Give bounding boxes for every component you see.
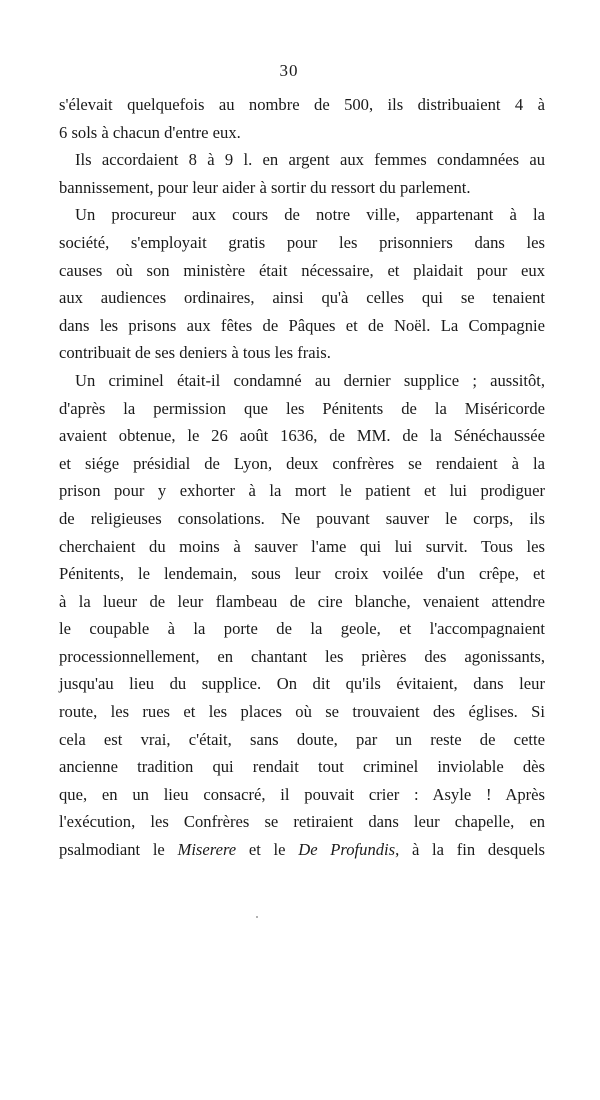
text-run: psalmodiant le bbox=[59, 840, 178, 860]
text-line bbox=[59, 367, 545, 395]
text-run: contribuait de ses deniers à tous les frais. bbox=[59, 343, 331, 363]
text-line bbox=[59, 119, 545, 147]
text-line bbox=[59, 615, 545, 643]
text-line bbox=[59, 808, 545, 836]
body-text bbox=[59, 91, 545, 864]
text-run: jusqu'au lieu du supplice. On dit qu'ils évitaient, dans leur bbox=[59, 674, 545, 694]
text-run: Un criminel était-il condamné au dernier supplice ; aussitôt, bbox=[75, 370, 545, 390]
paragraph bbox=[59, 367, 545, 864]
text-run: s'élevait quelquefois au nombre de 500, ils distribuaient 4 à bbox=[59, 95, 545, 114]
text-line bbox=[59, 422, 545, 450]
text-run: de religieuses consolations. Ne pouvant sauver le corps, ils bbox=[59, 508, 545, 528]
text-run: processionnellement, en chantant les prières des agonissants, bbox=[59, 646, 545, 666]
text-line bbox=[59, 753, 545, 781]
text-run: causes où son ministère était nécessaire, et plaidait pour eux bbox=[59, 260, 545, 280]
text-line bbox=[59, 312, 545, 340]
text-run: , à la fin desquels bbox=[395, 840, 546, 860]
text-run: Pénitents, le lendemain, sous leur croix voilée d'un crêpe, et bbox=[59, 564, 545, 584]
text-run: à la lueur de leur flambeau de cire blanche, venaient attendre bbox=[59, 591, 545, 611]
text-run: et le bbox=[236, 840, 299, 860]
paragraph bbox=[59, 201, 545, 367]
text-run: d'après la permission que les Pénitents de la Miséricorde bbox=[59, 398, 545, 418]
text-run: avaient obtenue, le 26 août 1636, de MM. de la Sénéchaussée bbox=[59, 426, 545, 446]
text-run: Ils accordaient 8 à 9 l. en argent aux femmes condamnées au bbox=[75, 150, 545, 170]
text-run: société, s'employait gratis pour les prisonniers dans les bbox=[59, 232, 545, 252]
text-run: cela est vrai, c'était, sans doute, par un reste de cette bbox=[59, 729, 545, 749]
italic-title: De Profundis bbox=[298, 840, 396, 860]
text-line bbox=[59, 339, 545, 367]
text-line bbox=[59, 726, 545, 754]
text-line bbox=[59, 781, 545, 809]
text-line bbox=[59, 229, 545, 257]
text-line bbox=[59, 91, 545, 119]
text-line bbox=[59, 174, 545, 202]
paragraph bbox=[59, 91, 545, 146]
text-line bbox=[59, 146, 545, 174]
text-run: Un procureur aux cours de notre ville, appartenant à la bbox=[75, 205, 545, 225]
text-line bbox=[59, 533, 545, 561]
text-run: l'exécution, les Confrères se retiraient dans leur chapelle, en bbox=[59, 812, 545, 832]
text-line bbox=[59, 836, 545, 864]
text-run: dans les prisons aux fêtes de Pâques et de Noël. La Compagnie bbox=[59, 315, 545, 335]
text-line bbox=[59, 201, 545, 229]
text-line bbox=[59, 643, 545, 671]
text-run: le coupable à la porte de la geole, et l'accompagnaient bbox=[59, 619, 545, 639]
text-line bbox=[59, 395, 545, 423]
text-run: cherchaient du moins à sauver l'ame qui lui survit. Tous les bbox=[59, 536, 545, 556]
text-line bbox=[59, 698, 545, 726]
text-run: bannissement, pour leur aider à sortir du ressort du parlement. bbox=[59, 177, 471, 197]
text-run: route, les rues et les places où se trouvaient des églises. Si bbox=[59, 702, 545, 722]
text-run: que, en un lieu consacré, il pouvait crier : Asyle ! Après bbox=[59, 784, 545, 804]
text-line bbox=[59, 560, 545, 588]
text-run: et siége présidial de Lyon, deux confrères se rendaient à la bbox=[59, 453, 545, 473]
text-line bbox=[59, 477, 545, 505]
text-line bbox=[59, 257, 545, 285]
page-number: 30 bbox=[279, 61, 299, 80]
text-line bbox=[59, 284, 545, 312]
text-line bbox=[59, 450, 545, 478]
paper-speck bbox=[256, 916, 258, 918]
text-line bbox=[59, 670, 545, 698]
text-line bbox=[59, 588, 545, 616]
text-run: aux audiences ordinaires, ainsi qu'à celles qui se tenaient bbox=[59, 288, 545, 308]
italic-title: Miserere bbox=[177, 840, 237, 860]
paragraph bbox=[59, 146, 545, 201]
text-run: prison pour y exhorter à la mort le patient et lui prodiguer bbox=[59, 481, 545, 501]
text-line bbox=[59, 505, 545, 533]
text-run: ancienne tradition qui rendait tout criminel inviolable dès bbox=[59, 757, 545, 777]
text-run: 6 sols à chacun d'entre eux. bbox=[59, 122, 241, 142]
